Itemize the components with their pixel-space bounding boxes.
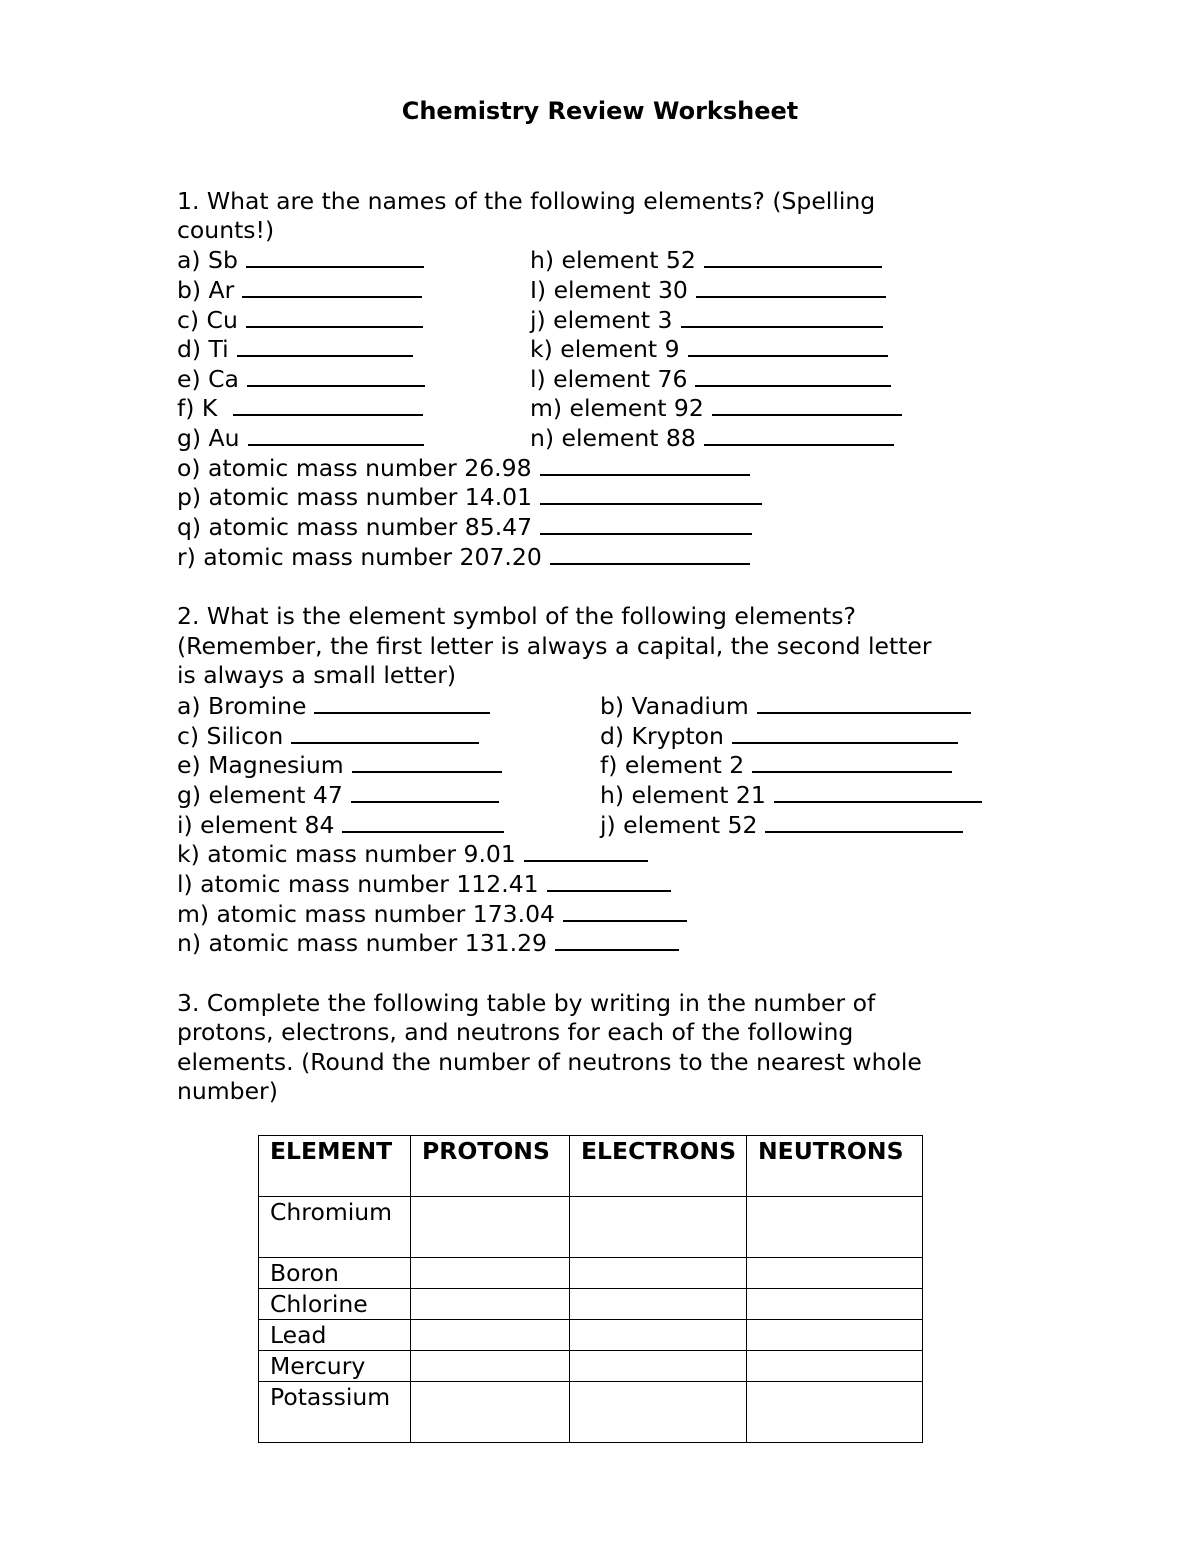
electrons-cell[interactable] <box>570 1289 747 1320</box>
neutrons-cell[interactable] <box>747 1258 923 1289</box>
q1-item-label: q) atomic mass number 85.47 <box>177 513 533 541</box>
header-protons: PROTONS <box>411 1136 570 1197</box>
answer-blank[interactable] <box>242 276 422 298</box>
q1-item-label: k) element 9 <box>530 335 680 363</box>
q2-item-label: g) element 47 <box>177 781 343 809</box>
answer-blank[interactable] <box>732 722 958 744</box>
q2-item-e <box>177 750 502 780</box>
element-table <box>258 1135 923 1443</box>
q1-item-label: e) Ca <box>177 365 239 393</box>
element-name-cell: Chlorine <box>259 1289 411 1320</box>
answer-blank[interactable] <box>712 394 902 416</box>
q2-item-label: l) atomic mass number 112.41 <box>177 870 539 898</box>
q1-item-label: j) element 3 <box>530 306 673 334</box>
q2-item-m <box>177 899 687 929</box>
q1-item-label: l) element 76 <box>530 365 688 393</box>
answer-blank[interactable] <box>547 870 671 892</box>
neutrons-cell[interactable] <box>747 1320 923 1351</box>
q2-item-b <box>600 691 971 721</box>
table-row <box>259 1320 923 1351</box>
q1-item-label: o) atomic mass number 26.98 <box>177 454 532 482</box>
neutrons-cell[interactable] <box>747 1197 923 1258</box>
q2-item-label: d) Krypton <box>600 722 724 750</box>
q1-item-label: d) Ti <box>177 335 229 363</box>
q1-item-label: n) element 88 <box>530 424 696 452</box>
page-title: Chemistry Review Worksheet <box>401 97 799 125</box>
answer-blank[interactable] <box>704 424 894 446</box>
q2-item-d <box>600 721 958 751</box>
q3-prompt: 3. Complete the following table by writing in the number of <box>177 989 876 1017</box>
header-electrons: ELECTRONS <box>570 1136 747 1197</box>
q1-item-label: r) atomic mass number 207.20 <box>177 543 542 571</box>
answer-blank[interactable] <box>774 781 982 803</box>
element-name-cell: Lead <box>259 1320 411 1351</box>
q1-item-a <box>177 245 424 275</box>
q2-item-c <box>177 721 479 751</box>
answer-blank[interactable] <box>524 840 648 862</box>
q1-item-label: f) K <box>177 394 218 422</box>
q2-item-label: h) element 21 <box>600 781 766 809</box>
q1-item-label: h) element 52 <box>530 246 696 274</box>
q2-item-label: j) element 52 <box>600 811 758 839</box>
protons-cell[interactable] <box>411 1258 570 1289</box>
q1-item-label: p) atomic mass number 14.01 <box>177 483 533 511</box>
q1-item-k <box>530 334 888 364</box>
q1-item-label: g) Au <box>177 424 240 452</box>
q1-item-q <box>177 512 752 542</box>
element-name-cell: Boron <box>259 1258 411 1289</box>
answer-blank[interactable] <box>352 751 502 773</box>
q2-item-n <box>177 928 679 958</box>
q2-item-label: n) atomic mass number 131.29 <box>177 929 547 957</box>
q1-item-e <box>177 364 425 394</box>
protons-cell[interactable] <box>411 1197 570 1258</box>
q1-item-m <box>530 393 902 423</box>
q1-item-g <box>177 423 424 453</box>
q1-item-label: m) element 92 <box>530 394 704 422</box>
element-name-cell: Chromium <box>259 1197 411 1258</box>
answer-blank[interactable] <box>233 394 423 416</box>
q2-item-i <box>177 810 504 840</box>
q2-item-j <box>600 810 963 840</box>
answer-blank[interactable] <box>688 335 888 357</box>
q1-item-c <box>177 305 423 335</box>
q1-item-o <box>177 453 750 483</box>
answer-blank[interactable] <box>246 246 424 268</box>
protons-cell[interactable] <box>411 1289 570 1320</box>
q1-item-r <box>177 542 750 572</box>
table-header-row <box>259 1136 923 1197</box>
q3-prompt-cont: protons, electrons, and neutrons for each of the following <box>177 1018 854 1046</box>
q1-item-label: I) element 30 <box>530 276 688 304</box>
q1-item-label: c) Cu <box>177 306 238 334</box>
answer-blank[interactable] <box>246 306 423 328</box>
q2-item-label: a) Bromine <box>177 692 307 720</box>
q2-item-l <box>177 869 671 899</box>
neutrons-cell[interactable] <box>747 1289 923 1320</box>
q1-item-j <box>530 305 883 335</box>
table-row <box>259 1197 923 1258</box>
q1-item-p <box>177 482 762 512</box>
answer-blank[interactable] <box>695 365 891 387</box>
answer-blank[interactable] <box>247 365 425 387</box>
header-element: ELEMENT <box>259 1136 411 1197</box>
table-row <box>259 1351 923 1382</box>
table-row <box>259 1382 923 1443</box>
electrons-cell[interactable] <box>570 1258 747 1289</box>
electrons-cell[interactable] <box>570 1320 747 1351</box>
q1-item-label: a) Sb <box>177 246 238 274</box>
answer-blank[interactable] <box>314 692 490 714</box>
element-name-cell: Potassium <box>259 1382 411 1443</box>
answer-blank[interactable] <box>248 424 424 446</box>
answer-blank[interactable] <box>681 306 883 328</box>
q2-item-label: b) Vanadium <box>600 692 749 720</box>
protons-cell[interactable] <box>411 1351 570 1382</box>
q2-item-label: c) Silicon <box>177 722 284 750</box>
answer-blank[interactable] <box>752 751 952 773</box>
q1-item-d <box>177 334 413 364</box>
q2-item-h <box>600 780 982 810</box>
q1-item-i <box>530 275 886 305</box>
electrons-cell[interactable] <box>570 1351 747 1382</box>
q1-item-n <box>530 423 894 453</box>
q1-prompt: 1. What are the names of the following elements? (Spelling <box>177 187 876 215</box>
q2-item-k <box>177 839 648 869</box>
q3-prompt-cont: elements. (Round the number of neutrons to the nearest whole <box>177 1048 922 1076</box>
q2-item-label: m) atomic mass number 173.04 <box>177 900 555 928</box>
q2-item-label: e) Magnesium <box>177 751 344 779</box>
table-row <box>259 1258 923 1289</box>
q1-item-l <box>530 364 891 394</box>
q1-item-b <box>177 275 422 305</box>
protons-cell[interactable] <box>411 1382 570 1443</box>
q1-item-f <box>177 393 423 423</box>
q2-prompt-cont: is always a small letter) <box>177 661 457 689</box>
answer-blank[interactable] <box>555 929 679 951</box>
q2-prompt: 2. What is the element symbol of the following elements? <box>177 602 856 630</box>
q1-item-h <box>530 245 882 275</box>
table-row <box>259 1289 923 1320</box>
q2-item-label: k) atomic mass number 9.01 <box>177 840 516 868</box>
answer-blank[interactable] <box>342 811 504 833</box>
protons-cell[interactable] <box>411 1320 570 1351</box>
q2-item-label: f) element 2 <box>600 751 745 779</box>
neutrons-cell[interactable] <box>747 1382 923 1443</box>
electrons-cell[interactable] <box>570 1197 747 1258</box>
answer-blank[interactable] <box>351 781 499 803</box>
answer-blank[interactable] <box>704 246 882 268</box>
element-name-cell: Mercury <box>259 1351 411 1382</box>
header-neutrons: NEUTRONS <box>747 1136 923 1197</box>
q3-prompt-cont: number) <box>177 1077 278 1105</box>
answer-blank[interactable] <box>540 454 750 476</box>
answer-blank[interactable] <box>550 543 750 565</box>
electrons-cell[interactable] <box>570 1382 747 1443</box>
q1-item-label: b) Ar <box>177 276 235 304</box>
answer-blank[interactable] <box>563 900 687 922</box>
answer-blank[interactable] <box>757 692 971 714</box>
answer-blank[interactable] <box>696 276 886 298</box>
answer-blank[interactable] <box>291 722 479 744</box>
q2-prompt-cont: (Remember, the first letter is always a capital, the second letter <box>177 632 932 660</box>
q2-item-f <box>600 750 952 780</box>
neutrons-cell[interactable] <box>747 1351 923 1382</box>
q2-item-label: i) element 84 <box>177 811 335 839</box>
q2-item-g <box>177 780 499 810</box>
q1-prompt-cont: counts!) <box>177 216 275 244</box>
q2-item-a <box>177 691 490 721</box>
answer-blank[interactable] <box>540 513 752 535</box>
answer-blank[interactable] <box>237 335 413 357</box>
answer-blank[interactable] <box>765 811 963 833</box>
answer-blank[interactable] <box>540 483 762 505</box>
